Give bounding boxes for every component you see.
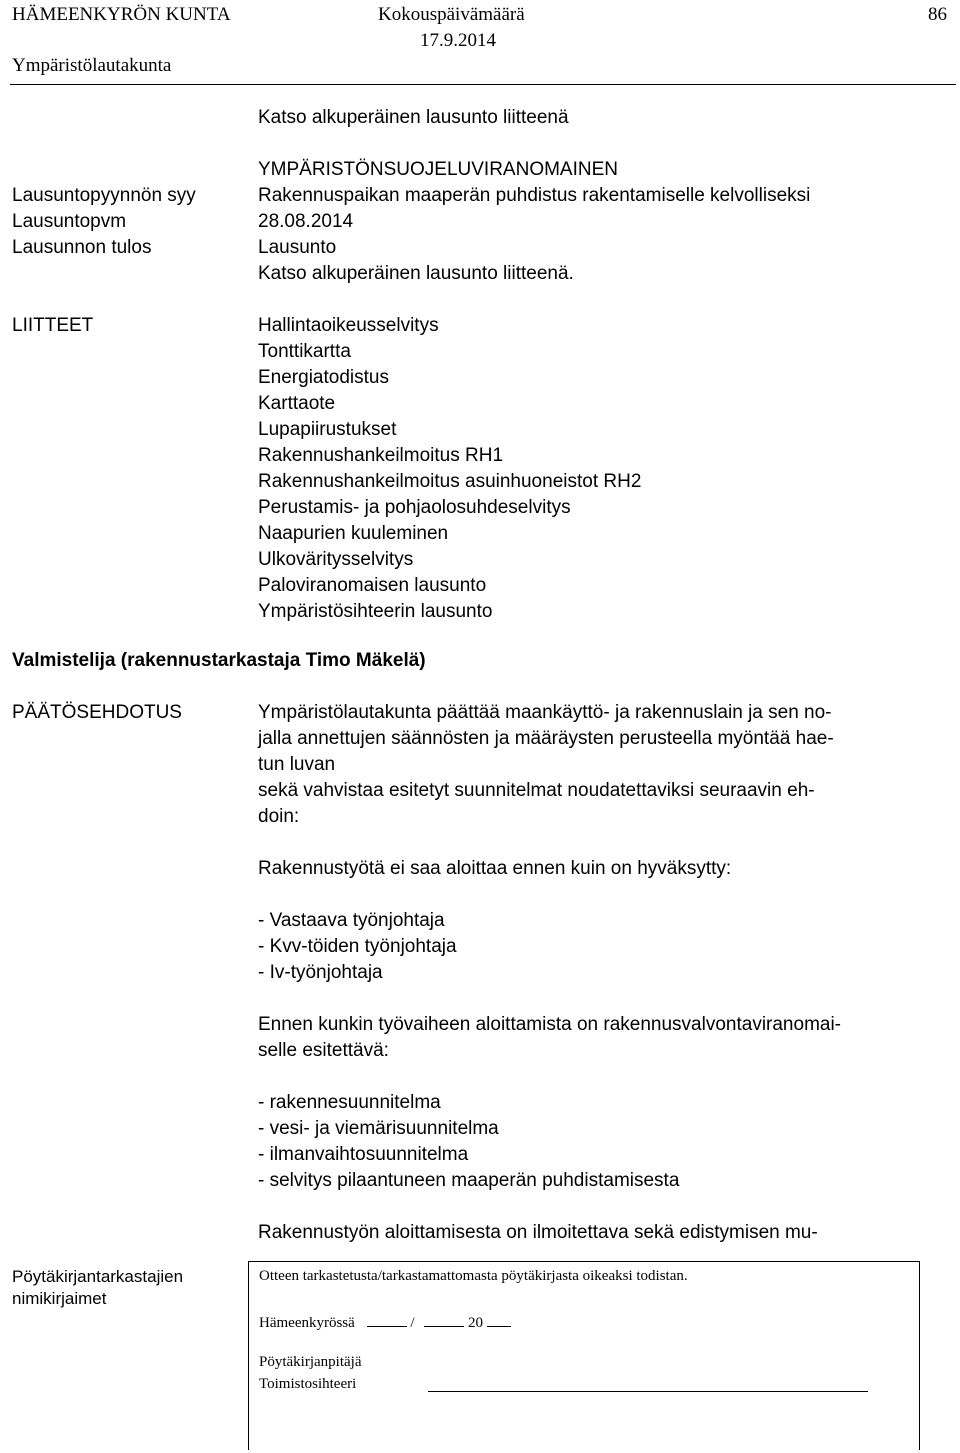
attachment-item: Ympäristösihteerin lausunto <box>258 601 493 622</box>
signature-line <box>428 1391 868 1392</box>
signers-label-line-2: nimikirjaimet <box>12 1289 107 1308</box>
trailing-line: Rakennustyön aloittamisesta on ilmoitettava sekä edistymisen mu- <box>258 1222 818 1243</box>
plans-heading <box>258 1012 841 1064</box>
statement-row-label: Lausuntopyynnön syy <box>12 185 196 206</box>
approval-item: - Kvv-töiden työnjohtaja <box>258 936 457 957</box>
plans-item: - vesi- ja viemärisuunnitelma <box>258 1118 499 1139</box>
certification-text: Otteen tarkastetusta/tarkastamattomasta pöytäkirjasta oikeaksi todistan. <box>259 1268 688 1284</box>
year-blank <box>487 1310 511 1327</box>
attachment-item: Lupapiirustukset <box>258 419 397 440</box>
attachment-item: Rakennushankeilmoitus asuinhuoneistot RH2 <box>258 471 642 492</box>
attachment-item: Perustamis- ja pohjaolosuhdeselvitys <box>258 497 571 518</box>
proposal-line: Ympäristölautakunta päättää maankäyttö- ja rakennuslain ja sen no- <box>258 702 832 723</box>
attachment-item: Naapurien kuuleminen <box>258 523 449 544</box>
statement-row-label: Lausuntopvm <box>12 211 127 232</box>
attachment-item: Rakennushankeilmoitus RH1 <box>258 445 504 466</box>
signers-label-line-1: Pöytäkirjantarkastajien <box>12 1267 184 1286</box>
proposal-line: doin: <box>258 806 300 827</box>
secretary-title: Toimistosihteeri <box>259 1376 357 1392</box>
statement-reference: Katso alkuperäinen lausunto liitteenä <box>258 107 569 128</box>
attachments-label: LIITTEET <box>12 315 94 336</box>
plans-heading-line: selle esitettävä: <box>258 1040 389 1061</box>
proposal-paragraph <box>258 700 834 830</box>
statement-row-value: Lausunto <box>258 237 337 258</box>
statement-row-value: 28.08.2014 <box>258 211 354 232</box>
attachment-item: Karttaote <box>258 393 336 414</box>
approval-list <box>258 908 457 986</box>
committee-name: Ympäristölautakunta <box>12 55 172 76</box>
approval-heading: Rakennustyötä ei saa aloittaa ennen kuin on hyväksytty: <box>258 858 732 879</box>
attachments-list <box>258 313 641 625</box>
plans-heading-line: Ennen kunkin työvaiheen aloittamista on rakennusvalvontaviranomai- <box>258 1014 842 1035</box>
proposal-label: PÄÄTÖSEHDOTUS <box>12 702 182 723</box>
place-name: Hämeenkyrössä <box>259 1315 355 1331</box>
year-prefix: 20 <box>467 1315 483 1331</box>
approval-item: - Iv-työnjohtaja <box>258 962 383 983</box>
attachment-item: Energiatodistus <box>258 367 389 388</box>
page-number: 86 <box>928 4 947 25</box>
proposal-line: sekä vahvistaa esitetyt suunnitelmat noudatettaviksi seuraavin eh- <box>258 780 815 801</box>
plans-item: - selvitys pilaantuneen maaperän puhdistamisesta <box>258 1170 680 1191</box>
attachment-item: Ulkoväritysselvitys <box>258 549 414 570</box>
date-slash: / <box>410 1315 415 1331</box>
signature-place-line <box>259 1310 511 1332</box>
authority-heading: YMPÄRISTÖNSUOJELUVIRANOMAINEN <box>258 159 618 180</box>
preparer-heading: Valmistelija (rakennustarkastaja Timo Mäkelä) <box>12 650 426 671</box>
attachment-item: Tonttikartta <box>258 341 351 362</box>
meeting-date: 17.9.2014 <box>420 30 496 51</box>
keeper-title: Pöytäkirjanpitäjä <box>259 1354 362 1370</box>
municipality-name: HÄMEENKYRÖN KUNTA <box>12 4 231 25</box>
plans-item: - ilmanvaihtosuunnitelma <box>258 1144 469 1165</box>
approval-item: - Vastaava työnjohtaja <box>258 910 445 931</box>
proposal-line: jalla annettujen säännösten ja määräysten perusteella myöntää hae- <box>258 728 834 749</box>
plans-list <box>258 1090 679 1194</box>
statement-block-reference: Katso alkuperäinen lausunto liitteenä. <box>258 263 574 284</box>
statement-row-label: Lausunnon tulos <box>12 237 152 258</box>
statement-row-value: Rakennuspaikan maaperän puhdistus rakentamiselle kelvolliseksi <box>258 185 811 206</box>
day-blank <box>367 1310 407 1327</box>
plans-item: - rakennesuunnitelma <box>258 1092 441 1113</box>
attachment-item: Hallintaoikeusselvitys <box>258 315 439 336</box>
month-blank <box>424 1310 464 1327</box>
header-divider <box>10 84 956 85</box>
attachment-item: Paloviranomaisen lausunto <box>258 575 487 596</box>
proposal-line: tun luvan <box>258 754 336 775</box>
meeting-date-label: Kokouspäivämäärä <box>378 4 525 25</box>
